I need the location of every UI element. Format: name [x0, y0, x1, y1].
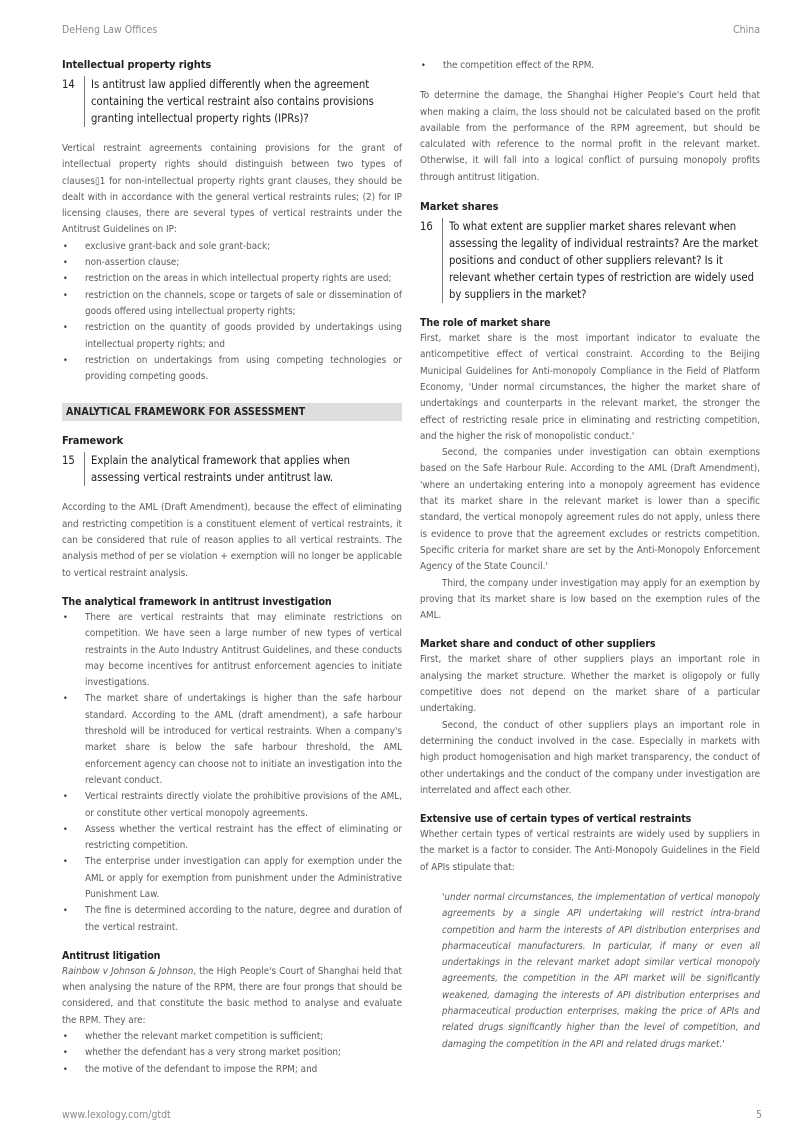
paragraph: According to the AML (Draft Amendment), because the effect of eliminating and restricting competition is a constituent element of vertical restraints, it can be considered that rule of reason applies to all vertical restraints. The analysis method of per se violation + exemption will no longer be applicable to vertical restraint analysis.	[62, 502, 402, 579]
list-item: • The enterprise under investigation can apply for exemption under the AML or apply for exemption from punishment under the Administrative Punishment Law.	[62, 854, 402, 903]
question-number: 14	[62, 78, 75, 91]
list-item: • Assess whether the vertical restraint has the effect of eliminating or restricting competition.	[62, 822, 402, 855]
subheading: The analytical framework in antitrust investigation	[62, 595, 332, 608]
question-16	[420, 218, 760, 303]
paragraph: Third, the company under investigation may apply for an exemption by proving that its market share is low based on the exemption rules of the AML.	[420, 577, 760, 622]
question-text: Explain the analytical framework that applies when assessing vertical restraints under antitrust law.	[84, 452, 402, 486]
case-name: Rainbow v Johnson & Johnson	[62, 965, 194, 977]
list-item: • whether the relevant market competition is sufficient;	[62, 1029, 402, 1045]
question-15	[62, 452, 402, 486]
running-header-firm: DeHeng Law Offices	[62, 24, 158, 36]
question-number: 16	[420, 220, 433, 234]
list-item: • There are vertical restraints that may eliminate restrictions on competition. We have seen a large number of new types of vertical restraints in the Auto Industry Antitrust Guidelines, and these conducts may become incentives for antitrust enforcement agencies to initiate investigations.	[62, 610, 402, 691]
list-item: • restriction on the channels, scope or targets of sale or dissemination of goods offered using intellectual property rights;	[62, 288, 402, 321]
subheading: Antitrust litigation	[62, 949, 161, 962]
page-number: 5	[755, 1109, 762, 1121]
question-14	[62, 76, 402, 127]
list-item: • restriction on the quantity of goods provided by undertakings using intellectual property rights; and	[62, 320, 402, 353]
list-item: • Vertical restraints directly violate the prohibitive provisions of the AML, or constitute other vertical monopoly agreements.	[62, 789, 402, 822]
list-item: • restriction on the areas in which intellectual property rights are used;	[62, 271, 402, 287]
paragraph-text: , the High People's Court of Shanghai held that when analysing the nature of the RPM, there are four prongs that should be considered, and that constitute the basic method to analyse and evaluate the RPM. They are:	[62, 965, 402, 1026]
section-banner: ANALYTICAL FRAMEWORK FOR ASSESSMENT	[62, 403, 402, 421]
paragraph: First, market share is the most important indicator to evaluate the anticompetitive effect of vertical constraint. According to the Beijing Municipal Guidelines for Anti-monopoly Compliance in the Field of Platform Economy, 'Under normal circumstances, the higher the market share of undertakings and counterparts in the relevant market, the stronger the effect of restricting resale price in eliminating and restricting competition, and the higher the risk of monopolistic conduct.'	[420, 333, 760, 442]
subheading: The role of market share	[420, 317, 551, 330]
right-column	[420, 58, 760, 1053]
rpm-prong-list	[62, 1029, 402, 1078]
investigation-list	[62, 610, 402, 936]
section-title-market-shares: Market shares	[420, 200, 499, 214]
paragraph	[62, 964, 402, 1029]
paragraph: Second, the companies under investigation can obtain exemptions based on the Safe Harbour Rule. According to the AML (Draft Amendment), 'where an undertaking entering into a monopoly agreement has evidence that its market share in the relevant market is lower than a specific standard, the vertical monopoly agreement rules do not apply, unless there is evidence to prove that the agreement excludes or restricts competition. Specific criteria for market share are set by the Anti-Monopoly Enforcement Agency of the State Council.'	[420, 447, 760, 573]
section-title-framework: Framework	[62, 434, 124, 448]
footer-url[interactable]: www.lexology.com/gtdt	[62, 1109, 171, 1121]
list-item: • whether the defendant has a very strong market position;	[62, 1045, 402, 1061]
section-title-ipr: Intellectual property rights	[62, 58, 212, 71]
paragraph: Vertical restraint agreements containing provisions for the grant of intellectual property rights should distinguish between two types of clauses▯1 for non-intellectual property rights grant clauses, they should be dealt with in accordance with the general vertical restraints rules; (2) for IP licensing clauses, there are several types of vertical restraints under the Antitrust Guidelines on IP:	[62, 143, 402, 236]
list-item: • the motive of the defendant to impose the RPM; and	[62, 1062, 402, 1078]
question-number: 15	[62, 454, 75, 468]
list-item: • The market share of undertakings is higher than the safe harbour standard. According to the AML (draft amendment), a safe harbour threshold will be introduced for vertical restraints. When a company's market share is below the safe harbour threshold, the AML enforcement agency can choose not to initiate an investigation into the relevant conduct.	[62, 691, 402, 789]
block-quote: 'under normal circumstances, the implementation of vertical monopoly agreements by a single API undertaking will restrict intra-brand competition and harm the interests of API distribution enterprises and pharmaceutical manufacturers. In particular, if many or even all undertakings in the relevant market adopt similar vertical monopoly agreements, the competition in the API market will be significantly weakened, damaging the interests of API distribution enterprises and pharmaceutical production enterprises, making the price of APIs and related drugs significantly higher than the level of competition, and damaging the competition in the API and related drugs market.'	[442, 891, 760, 1050]
paragraph: To determine the damage, the Shanghai Higher People's Court held that when making a claim, the loss should not be calculated based on the profit available from the performance of the RPM agreement, but should be calculated with reference to the normal profit in the relevant market. Otherwise, it will fall into a logical conflict of pursuing monopoly profits through antitrust litigation.	[420, 90, 760, 183]
list-item: • the competition effect of the RPM.	[420, 58, 760, 74]
list-item: • The fine is determined according to the nature, degree and duration of the vertical restraint.	[62, 903, 402, 936]
paragraph: Second, the conduct of other suppliers plays an important role in determining the conduct involved in the case. Especially in markets with high product homogenisation and high market transparency, the conduct of other undertakings and the conduct of the company under investigation are interrelated and affect each other.	[420, 719, 760, 796]
paragraph: Whether certain types of vertical restraints are widely used by suppliers in the market is a factor to consider. The Anti-Monopoly Guidelines in the Field of APIs stipulate that:	[420, 829, 760, 873]
rpm-prong-list-continued	[420, 58, 760, 74]
subheading: Extensive use of certain types of vertical restraints	[420, 813, 692, 826]
ip-restraint-list	[62, 239, 402, 386]
question-text: Is antitrust law applied differently when the agreement containing the vertical restraint also contains provisions granting intellectual property rights (IPRs)?	[84, 76, 402, 127]
list-item: • non-assertion clause;	[62, 255, 402, 271]
question-text: To what extent are supplier market shares relevant when assessing the legality of individual restraints? Are the market positions and conduct of other suppliers relevant? Is it relevant whether certain types of restriction are widely used by suppliers in the market?	[442, 218, 760, 303]
list-item: • exclusive grant-back and sole grant-back;	[62, 239, 402, 255]
left-column	[62, 58, 402, 1078]
paragraph: First, the market share of other suppliers plays an important role in analysing the market structure. Whether the market is oligopoly or fully competitive does not depend on the market share of a particular undertaking.	[420, 654, 760, 715]
running-header-country: China	[733, 24, 760, 36]
subheading: Market share and conduct of other suppliers	[420, 638, 656, 651]
list-item: • restriction on undertakings from using competing technologies or providing competing goods.	[62, 353, 402, 386]
